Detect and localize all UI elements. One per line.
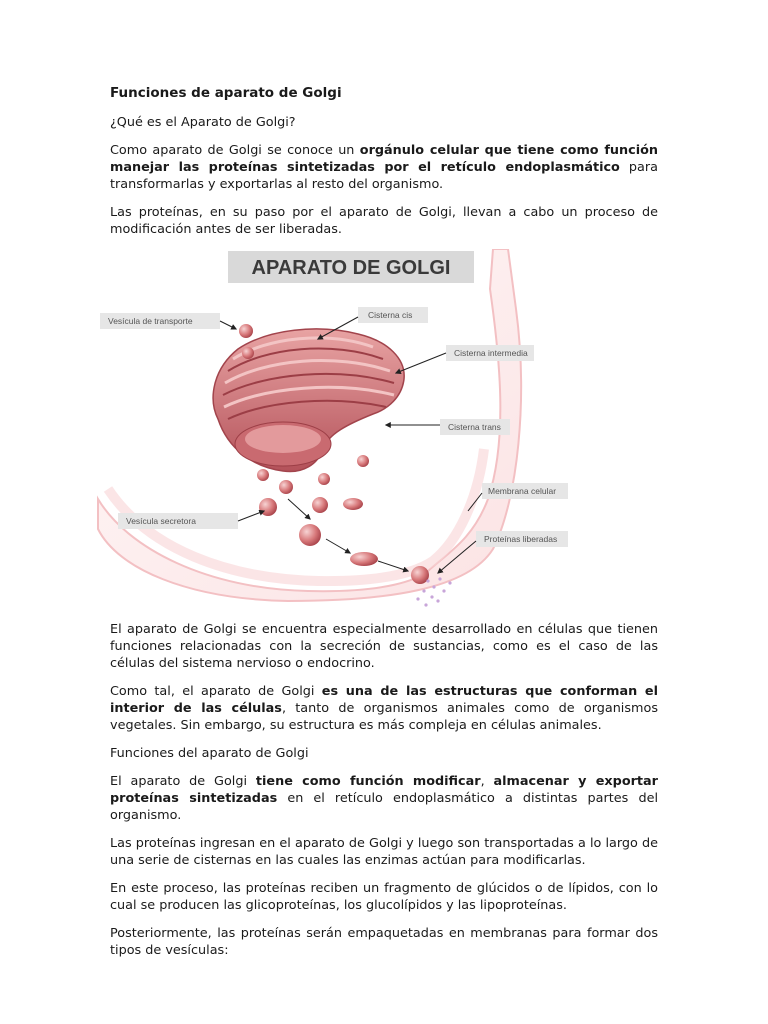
text-run: , (480, 774, 494, 789)
paragraph-packaging: Posteriormente, las proteínas serán empaquetadas en membranas para formar dos tipos de vesículas: (110, 926, 658, 958)
exocytosis-vesicle (411, 566, 429, 584)
document-body (110, 84, 658, 970)
bold-run: orgánulo celular que tiene como función manejar las proteínas sintetizadas por el retículo endoplasmático (110, 143, 658, 175)
bold-run: almacenar y exportar proteínas sintetizadas (110, 774, 658, 806)
text-run: Como aparato de Golgi se conoce un (110, 143, 360, 158)
paragraph-functions (110, 773, 658, 824)
figure-title: APARATO DE GOLGI (251, 257, 451, 279)
paragraph-structure (110, 683, 658, 734)
vesicle (257, 469, 269, 481)
text-run: , tanto de organismos animales como de organismos vegetales. Sin embargo, su estructura es más compleja en células animales. (110, 701, 658, 733)
label-cisterna-trans: Cisterna trans (448, 422, 501, 432)
secretory-vesicle (350, 552, 378, 566)
vesicle (318, 473, 330, 485)
paragraph-process: Las proteínas, en su paso por el aparato de Golgi, llevan a cabo un proceso de modificación antes de ser liberadas. (110, 205, 658, 237)
golgi-illustration (88, 249, 636, 607)
paragraph-location: El aparato de Golgi se encuentra especialmente desarrollado en células que tienen funciones relacionadas con la secreción de sustancias, como es el caso de las células del sistema nervioso o endocrino. (110, 622, 658, 671)
vesicle (242, 347, 254, 359)
text-run: en el retículo endoplasmático a distintas partes del organismo. (110, 791, 658, 823)
golgi-stack (213, 329, 404, 472)
vesicle (279, 480, 293, 494)
label-vesicula-secretora: Vesícula secretora (126, 516, 196, 526)
vesicle (239, 324, 253, 338)
label-vesicula-transporte: Vesícula de transporte (108, 316, 193, 326)
bold-run: es una de las estructuras que conforman el interior de las células (110, 684, 658, 716)
paragraph-modification: En este proceso, las proteínas reciben un fragmento de glúcidos o de lípidos, con lo cual se producen las glicoproteínas, los glucolípidos y las lipoproteínas. (110, 881, 658, 913)
bold-run: tiene como función modificar (255, 774, 481, 789)
question-paragraph: ¿Qué es el Aparato de Golgi? (110, 115, 296, 130)
section-subheading: Funciones del aparato de Golgi (110, 746, 309, 761)
golgi-diagram (88, 249, 636, 607)
label-proteinas-liberadas: Proteínas liberadas (484, 534, 558, 544)
paragraph-definition (110, 142, 658, 193)
label-membrana-celular: Membrana celular (488, 486, 557, 496)
vesicle (357, 455, 369, 467)
vesicle (312, 497, 328, 513)
vesicle (343, 498, 363, 510)
paragraph-transport: Las proteínas ingresan en el aparato de Golgi y luego son transportadas a lo largo de una serie de cisternas en las cuales las enzimas actúan para modificarlas. (110, 836, 658, 868)
text-run: para transformarlas y exportarlas al resto del organismo. (110, 160, 658, 192)
label-cisterna-cis: Cisterna cis (368, 310, 413, 320)
text-run: El aparato de Golgi (110, 774, 256, 789)
vesicle (259, 498, 277, 516)
page-title: Funciones de aparato de Golgi (110, 85, 342, 101)
label-cisterna-intermedia: Cisterna intermedia (454, 348, 528, 358)
text-run: Como tal, el aparato de Golgi (110, 684, 322, 699)
secretory-vesicle (299, 524, 321, 546)
